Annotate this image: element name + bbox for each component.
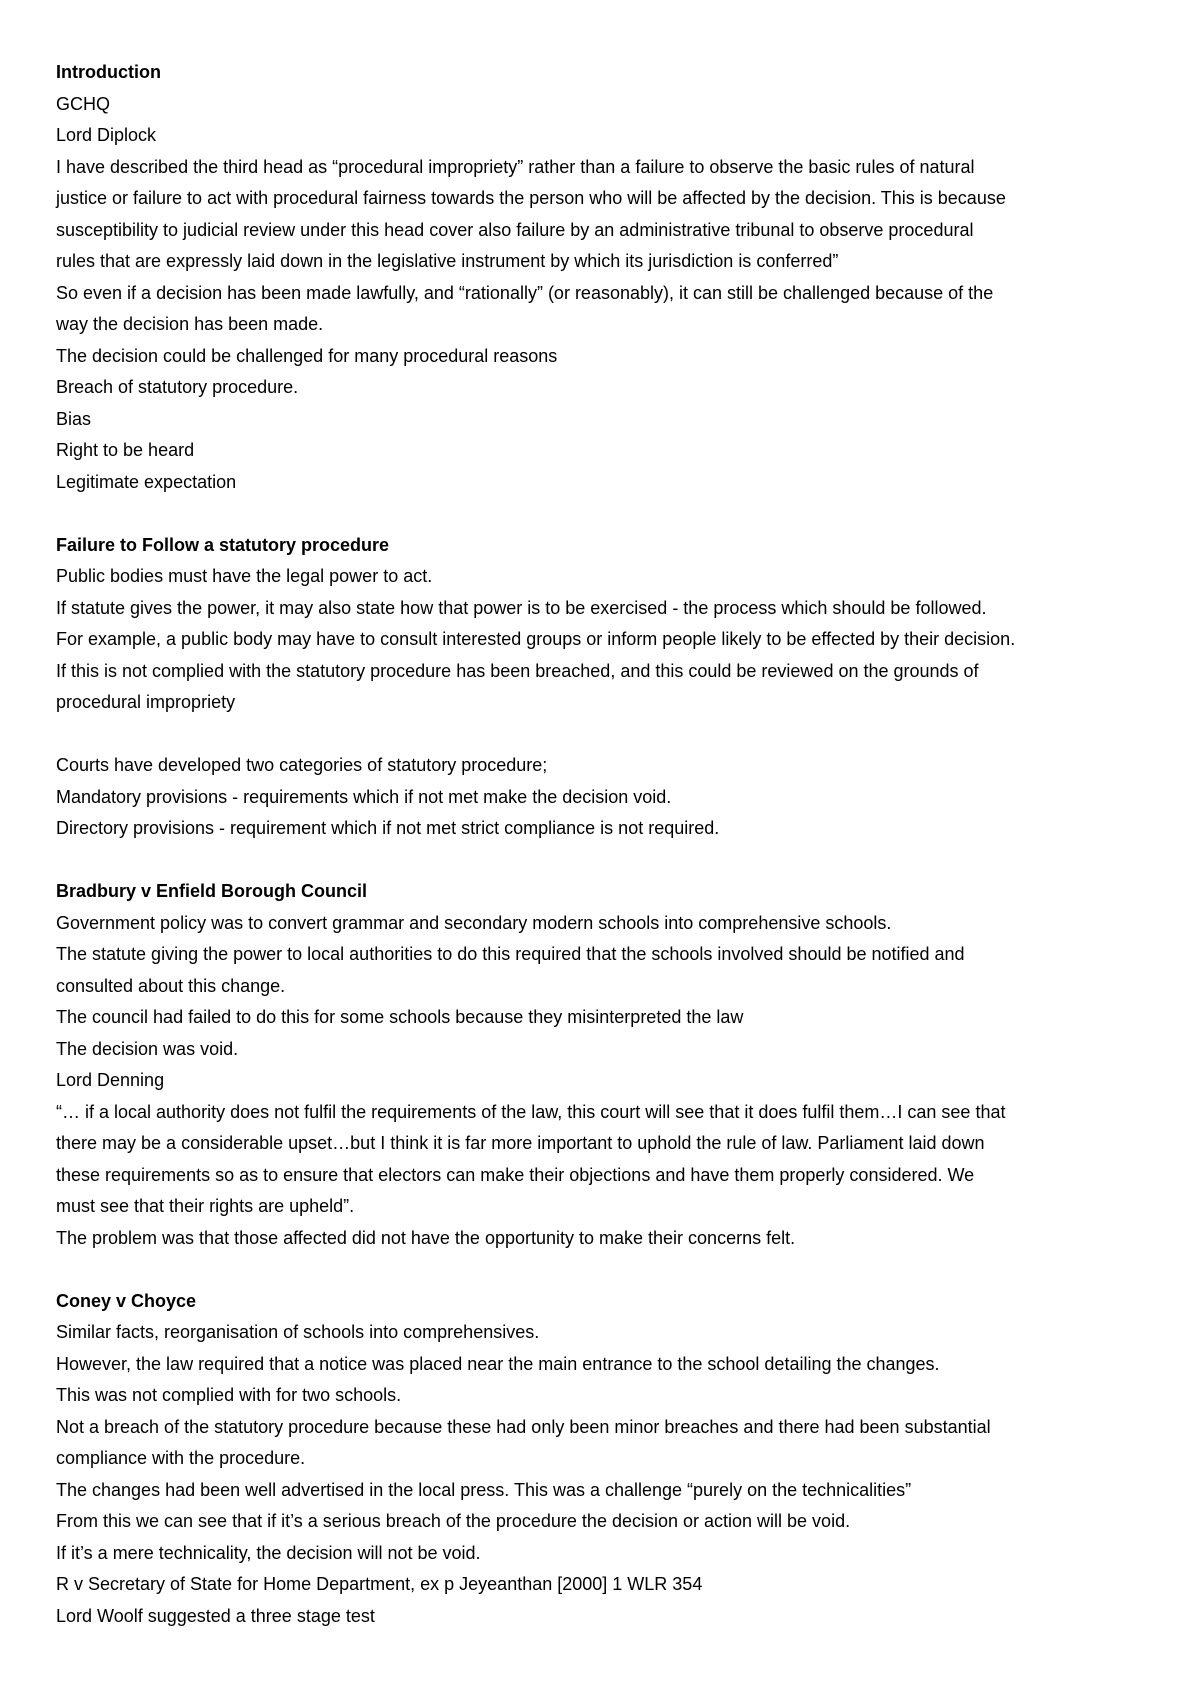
text-line: The council had failed to do this for some schools because they misinterpreted the law bbox=[56, 1007, 744, 1027]
document-page bbox=[56, 57, 1166, 1632]
section-coney bbox=[56, 1286, 1166, 1633]
text-line: these requirements so as to ensure that electors can make their objections and have them properly considered. We bbox=[56, 1164, 975, 1185]
text-line: For example, a public body may have to consult interested groups or inform people likely to be effected by their decision. bbox=[56, 629, 1016, 649]
section-introduction bbox=[56, 57, 1166, 498]
text-line: procedural impropriety bbox=[56, 692, 236, 712]
text-line: must see that their rights are upheld”. bbox=[56, 1196, 355, 1216]
text-line: Right to be heard bbox=[56, 440, 195, 460]
text-line: The decision was void. bbox=[56, 1038, 239, 1059]
text-line: Not a breach of the statutory procedure because these had only been minor breaches and there had been substantial bbox=[56, 1416, 991, 1437]
text-line: Courts have developed two categories of statutory procedure; bbox=[56, 755, 548, 775]
section-failure-to-follow bbox=[56, 530, 1166, 845]
text-line: Public bodies must have the legal power to act. bbox=[56, 566, 433, 586]
text-line: compliance with the procedure. bbox=[56, 1448, 306, 1468]
text-line: Breach of statutory procedure. bbox=[56, 377, 299, 397]
text-line: “… if a local authority does not fulfil the requirements of the law, this court will see that it does fulfil them…I can see that bbox=[56, 1101, 1006, 1122]
text-line: The decision could be challenged for many procedural reasons bbox=[56, 345, 558, 366]
paragraph-spacer bbox=[56, 845, 1166, 877]
text-line: If it’s a mere technicality, the decision will not be void. bbox=[56, 1542, 481, 1563]
text-line: Lord Denning bbox=[56, 1070, 165, 1090]
paragraph-spacer bbox=[56, 498, 1166, 530]
text-line: Lord Woolf suggested a three stage test bbox=[56, 1605, 375, 1626]
text-line: rules that are expressly laid down in the legislative instrument by which its jurisdiction is conferred” bbox=[56, 251, 839, 271]
text-line: The changes had been well advertised in the local press. This was a challenge “purely on the technicalities” bbox=[56, 1479, 912, 1500]
text-line: If this is not complied with the statutory procedure has been breached, and this could be reviewed on the grounds of bbox=[56, 660, 979, 681]
section-heading: Introduction bbox=[56, 62, 161, 82]
text-line: consulted about this change. bbox=[56, 975, 286, 996]
paragraph-spacer bbox=[56, 719, 1166, 751]
text-line: I have described the third head as “procedural impropriety” rather than a failure to observe the basic rules of natural bbox=[56, 156, 975, 177]
text-line: Lord Diplock bbox=[56, 125, 157, 145]
text-line: Directory provisions - requirement which if not met strict compliance is not required. bbox=[56, 818, 720, 838]
paragraph-spacer bbox=[56, 1254, 1166, 1286]
text-line: Similar facts, reorganisation of schools into comprehensives. bbox=[56, 1322, 540, 1342]
text-line: GCHQ bbox=[56, 93, 110, 114]
text-line: R v Secretary of State for Home Department, ex p Jeyeanthan [2000] 1 WLR 354 bbox=[56, 1574, 703, 1594]
text-line: If statute gives the power, it may also state how that power is to be exercised - the process which should be followed. bbox=[56, 597, 987, 618]
text-line: way the decision has been made. bbox=[56, 314, 324, 334]
section-heading: Bradbury v Enfield Borough Council bbox=[56, 881, 368, 901]
text-line: The statute giving the power to local authorities to do this required that the schools involved should be notified and bbox=[56, 944, 965, 964]
text-line: The problem was that those affected did not have the opportunity to make their concerns felt. bbox=[56, 1227, 796, 1248]
text-line: Government policy was to convert grammar and secondary modern schools into comprehensive schools. bbox=[56, 912, 892, 933]
section-bradbury bbox=[56, 876, 1166, 1254]
text-line: susceptibility to judicial review under this head cover also failure by an administrative tribunal to observe procedural bbox=[56, 219, 974, 240]
text-line: Legitimate expectation bbox=[56, 471, 237, 492]
section-heading: Failure to Follow a statutory procedure bbox=[56, 534, 390, 555]
text-line: However, the law required that a notice was placed near the main entrance to the school detailing the changes. bbox=[56, 1353, 940, 1374]
text-line: justice or failure to act with procedural fairness towards the person who will be affected by the decision. This is because bbox=[56, 188, 1006, 208]
text-line: Mandatory provisions - requirements which if not met make the decision void. bbox=[56, 786, 672, 807]
text-line: This was not complied with for two schools. bbox=[56, 1385, 402, 1405]
text-line: So even if a decision has been made lawfully, and “rationally” (or reasonably), it can still be challenged because of the bbox=[56, 282, 994, 303]
section-heading: Coney v Choyce bbox=[56, 1290, 197, 1311]
text-line: From this we can see that if it’s a serious breach of the procedure the decision or action will be void. bbox=[56, 1511, 851, 1531]
text-line: there may be a considerable upset…but I think it is far more important to uphold the rule of law. Parliament laid down bbox=[56, 1133, 985, 1153]
text-line: Bias bbox=[56, 408, 92, 429]
